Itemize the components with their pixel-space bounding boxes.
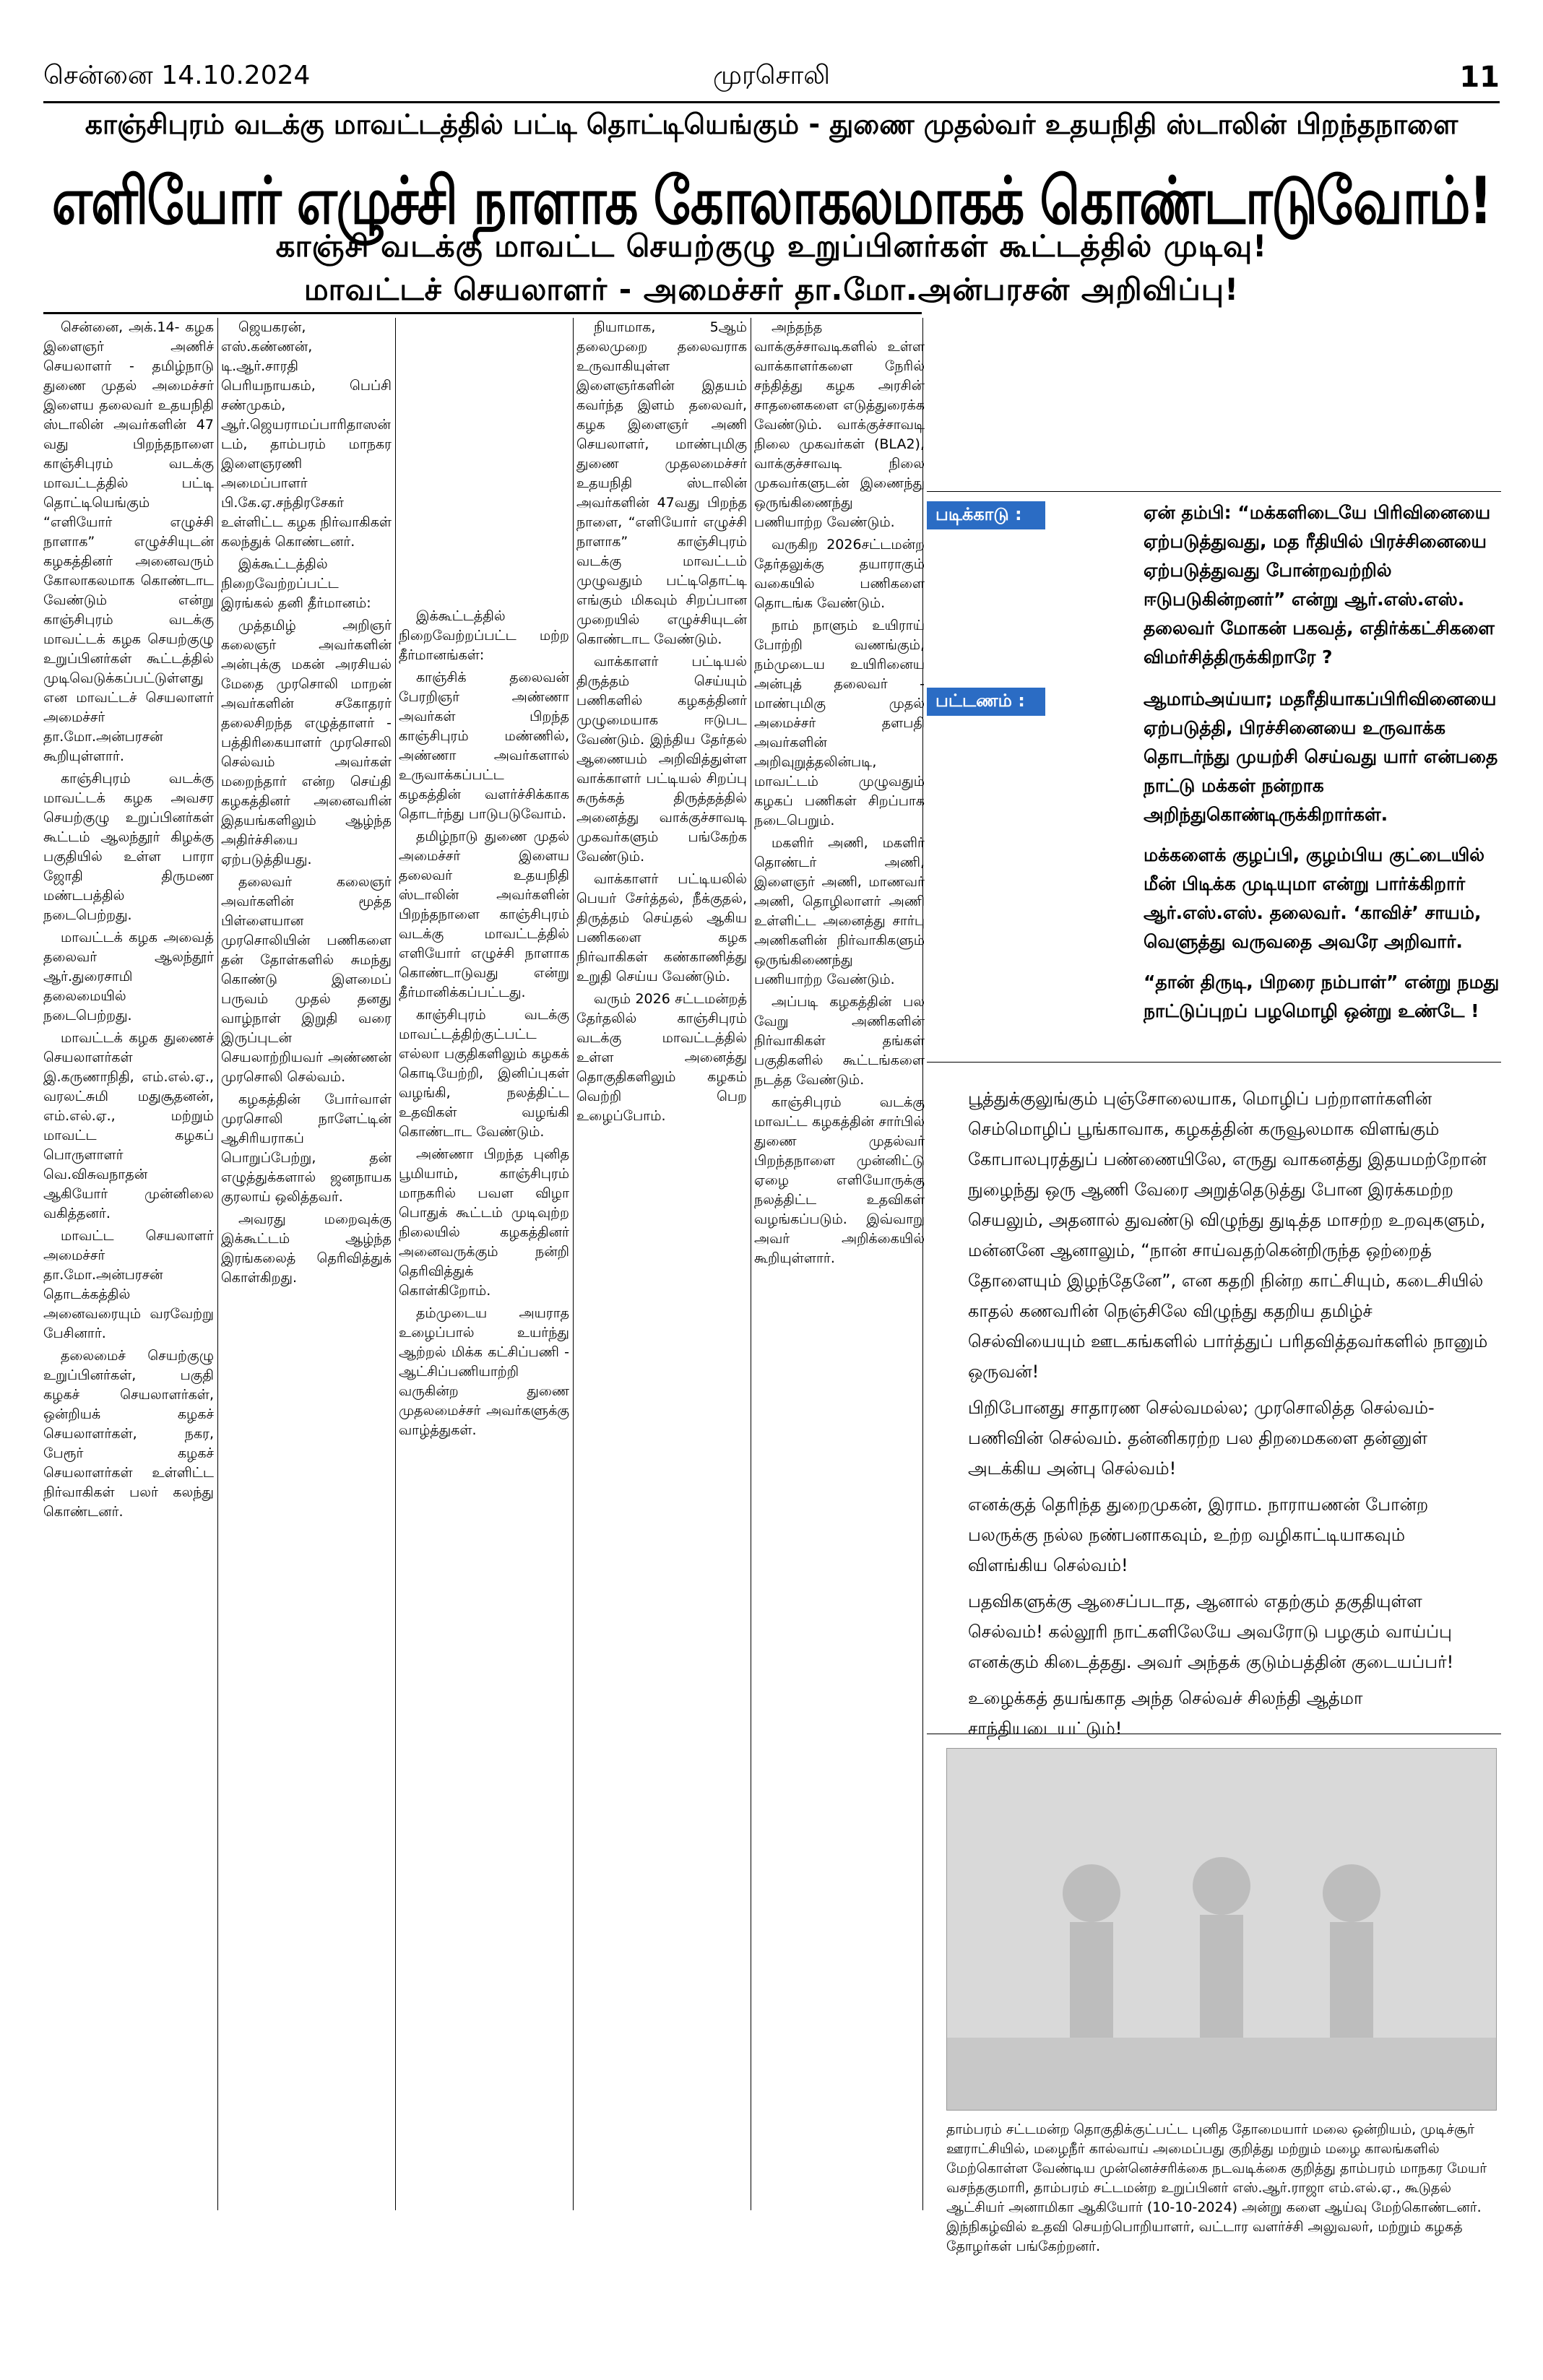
paragraph: இக்கூட்டத்தில் நிறைவேற்றப்பட்ட மற்ற தீர்மானங்கள்:: [399, 608, 569, 663]
photo-caption: தாம்பரம் சட்டமன்ற தொகுதிக்குட்பட்ட புனித தோமையார் மலை ஒன்றியம், முடிச்சூர் ஊராட்சியில், மழைநீர் கால்வாய் அமைப்பது குறித்து மற்றும் மழை காலங்களில் மேற்கொள்ள வேண்டிய முன்னெச்சரிக்கை நடவடிக்கை குறித்து தாம்பரம் மாநகர மேயர் வசந்தகுமாரி, தாம்பரம் சட்டமன்ற உறுப்பினர் எஸ்.ஆர்.ராஜா எம்.எல்.ஏ., கூடுதல் ஆட்சியர் அனாமிகா ஆகியோர் (10-10-2024) அன்று களை ஆய்வு மேற்கொண்டனர். இந்நிகழ்வில் உதவி செயற்பொறியாளர், வட்டார வளர்ச்சி அலுவலர், மற்றும் கழகத் தோழர்கள் பங்கேற்றனர்.: [946, 2121, 1487, 2254]
issue-date: சென்னை 14.10.2024: [43, 61, 311, 90]
paragraph: தலைமைச் செயற்குழு உறுப்பினர்கள், பகுதி கழகச் செயலாளர்கள், ஒன்றியக் கழகச் செயலாளர்கள், நகர, பேரூர் கழகச் செயலாளர்கள் உள்ளிட்ட நிர்வாகிகள் பலர் கலந்து கொண்டனர்.: [43, 1348, 214, 1520]
paragraph: முத்தமிழ் அறிஞர் கலைஞர் அவர்களின் அன்புக்கு மகன் அரசியல் மேதை முரசொலி மாறன் அவர்களின் சகோதரர் தலைசிறந்த எழுத்தாளர் - பத்திரிகையாளர் முரசொலி செல்வம் அவர்கள் மறைந்தார் என்ற செய்தி கழகத்தினர் அனைவரின் இதயங்களிலும் ஆழ்ந்த அதிர்ச்சியை ஏற்படுத்தியது.: [221, 618, 392, 867]
column-rule: [395, 318, 396, 2210]
paragraph: தமிழ்நாடு துணை முதல் அமைச்சர் இளைய தலைவர் உதயநிதி ஸ்டாலின் அவர்களின் பிறந்தநாளை காஞ்சிபுரம் வடக்கு மாவட்டத்தில் எளியோர் எழுச்சி நாளாக கொண்டாடுவது என்று தீர்மானிக்கப்பட்டது.: [399, 828, 569, 1000]
paragraph: மாவட்ட செயலாளர் அமைச்சர் தா.மோ.அன்பரசன் தொடக்கத்தில் அனைவரையும் வரவேற்று பேசினார்.: [43, 1228, 214, 1341]
sidebar-top-rule: [927, 491, 1501, 492]
paragraph: மாவட்டக் கழக அவைத் தலைவர் ஆலந்தூர் ஆர்.துரைசாமி தலைமையில் நடைபெற்றது.: [43, 930, 214, 1024]
paragraph: நியாமாக, 5ஆம் தலைமுறை தலைவராக உருவாகியுள்ள இளைஞர்களின் இதயம் கவர்ந்த இளம் தலைவர், கழக இளைஞர் அணி செயலாளர், மாண்புமிகு துணை முதலமைச்சர் உதயநிதி ஸ்டாலின் அவர்களின் 47வது பிறந்த நாளை, “எளியோர் எழுச்சி நாளாக” காஞ்சிபுரம் வடக்கு மாவட்டம் முழுவதும் பட்டிதொட்டி எங்கும் மிகவும் சிறப்பான முறையில் எழுச்சியுடன் கொண்டாட வேண்டும்.: [576, 319, 747, 647]
question-row: [927, 498, 1501, 672]
answer-paragraph: ஆமாம்அய்யா; மதரீதியாகப்பிரிவினையை ஏற்படுத்தி, பிரச்சினையை உருவாக்க தொடர்ந்து முயற்சி செய்வது யார் என்பதை நாட்டு மக்கள் நன்றாக அறிந்துகொண்டிருக்கிறார்கள்.: [1144, 688, 1498, 825]
paragraph: வாக்காளர் பட்டியல் திருத்தம் செய்யும் பணிகளில் கழகத்தினர் முழுமையாக ஈடுபட வேண்டும். இந்திய தேர்தல் ஆணையம் அறிவித்துள்ள வாக்காளர் பட்டியல் சிறப்பு சுருக்கத் திருத்தத்தில் அனைத்து வாக்குச்சாவடி முகவர்களும் பங்கேற்க வேண்டும்.: [576, 654, 747, 865]
page-number: 11: [1459, 61, 1500, 94]
sidebar-mid-rule: [927, 1062, 1501, 1063]
paragraph: மாவட்டக் கழக துணைச் செயலாளர்கள் இ.கருணாநிதி, எம்.எல்.ஏ., வரலட்சுமி மதுசூதனன், எம்.எல்.ஏ., மற்றும் மாவட்ட கழகப் பொருளாளர் வெ.விசுவநாதன் ஆகியோர் முன்னிலை வகித்தனர்.: [43, 1030, 214, 1221]
photo-placeholder-icon: [947, 1749, 1496, 2110]
paragraph: அப்படி கழகத்தின் பல வேறு அணிகளின் நிர்வாகிகள் தங்கள் பகுதிகளில் கூட்டங்களை நடத்த வேண்டும்.: [754, 994, 925, 1088]
tribute-paragraph: பதவிகளுக்கு ஆசைப்படாத, ஆனால் எதற்கும் தகுதியுள்ள செல்வம்! கல்லூரி நாட்களிலேயே அவரோடு பழகும் வாய்ப்பு எனக்கும் கிடைத்தது. அவர் அந்தக் குடும்பத்தின் குடையப்பர்!: [968, 1591, 1454, 1672]
paragraph: சென்னை, அக்.14- கழக இளைஞர் அணிச் செயலாளர் - தமிழ்நாடு துணை முதல் அமைச்சர் இளைய தலைவர் உதயநிதி ஸ்டாலின் அவர்களின் 47 வது பிறந்தநாளை காஞ்சிபுரம் வடக்கு மாவட்டத்தில் பட்டி தொட்டியெங்கும் “எளியோர் எழுச்சி நாளாக” எழுச்சியுடன் கழகத்தினர் அனைவரும் கோலாகலமாக கொண்டாட வேண்டும் என்று காஞ்சிபுரம் வடக்கு மாவட்டக் கழக செயற்குழு உறுப்பினர்கள் கூட்டத்தில் முடிவெடுக்கப்பட்டுள்ளது என மாவட்டச் செயலாளர் அமைச்சர் தா.மோ.அன்பரசன் கூறியுள்ளார்.: [43, 319, 214, 764]
news-photo: [946, 1748, 1497, 2111]
tribute-paragraph: பூத்துக்குலுங்கும் புஞ்சோலையாக, மொழிப் பற்றாளர்களின் செம்மொழிப் பூங்காவாக, கழகத்தின் கருவூலமாக விளங்கும் கோபாலபுரத்துப் பண்ணையிலே, எருது வாகனத்து இதயமற்றோன் நுழைந்து ஒரு ஆணி வேரை அறுத்தெடுத்து போன இரக்கமற்ற செயலும், அதனால் துவண்டு விழுந்து துடித்த மாசற்ற உறவுகளும், மன்னனே ஆனாலும், “நான் சாய்வதற்கென்றிருந்த ஒற்றைத் தோளையும் இழந்தேனே”, என கதறி நின்ற காட்சியும், கடைசியில் காதல் கணவரின் நெஞ்சிலே விழுந்து கதறிய தமிழ்ச் செல்வியையும் ஊடகங்களில் பார்த்துப் பரிதவித்தவர்களில் நானும் ஒருவன்!: [968, 1089, 1488, 1382]
paragraph: மகளிர் அணி, மகளிர் தொண்டர் அணி, இளைஞர் அணி, மாணவர் அணி, தொழிலாளர் அணி உள்ளிட்ட அனைத்து சார்பு அணிகளின் நிர்வாகிகளும் ஒருங்கிணைந்து பணியாற்ற வேண்டும்.: [754, 835, 925, 987]
article-subhead-2: மாவட்டச் செயலாளர் - அமைச்சர் தா.மோ.அன்பரசன் அறிவிப்பு!: [303, 272, 1240, 307]
article-body: [43, 318, 925, 2210]
paragraph: வருகிற 2026சட்டமன்ற தேர்தலுக்கு தயாராகும் வகையில் பணிகளை தொடங்க வேண்டும்.: [754, 537, 925, 611]
question-tag: படிக்காடு :: [927, 501, 1045, 529]
paragraph: நாம் நாளும் உயிராய் போற்றி வணங்கும், நம்முடைய உயிரினைய அன்புத் தலைவர் - மாண்புமிகு முதல் அமைச்சர் தளபதி அவர்களின் அறிவுறுத்தலின்படி, மாவட்டம் முழுவதும் கழகப் பணிகள் சிறப்பாக நடைபெறும்.: [754, 618, 925, 828]
article-headline: எளியோர் எழுச்சி நாளாக கோலாகலமாகக் கொண்டாடுவோம்!: [51, 163, 1492, 239]
article-column-3: [399, 607, 569, 2210]
answer-paragraph: “தான் திருடி, பிறரை நம்பாள்” என்று நமது நாட்டுப்புறப் பழமொழி ஒன்று உண்டே !: [1144, 972, 1500, 1021]
article-column-2: [221, 318, 392, 2210]
paragraph: அந்தந்த வாக்குச்சாவடிகளில் உள்ள வாக்காளர்களை நேரில் சந்தித்து கழக அரசின் சாதனைகளை எடுத்துரைக்க வேண்டும். வாக்குச்சாவடி நிலை முகவர்கள் (BLA2), வாக்குச்சாவடி நிலை முகவர்களுடன் இணைந்து ஒருங்கிணைந்து பணியாற்ற வேண்டும்.: [754, 319, 925, 530]
question-text: ஏன் தம்பி: “மக்களிடையே பிரிவினையை ஏற்படுத்துவது, மத ரீதியில் பிரச்சினையை ஏற்படுத்துவது போன்றவற்றில் ஈடுபடுகின்றனர்” என்று ஆர்.எஸ்.எஸ். தலைவர் மோகன் பகவத், எதிர்க்கட்சிகளை விமர்சித்திருக்கிறாரே ?: [1144, 502, 1495, 667]
paragraph: வரும் 2026 சட்டமன்றத் தேர்தலில் காஞ்சிபுரம் வடக்கு மாவட்டத்தில் உள்ள அனைத்து தொகுதிகளிலும் கழகம் வெற்றி பெற உழைப்போம்.: [576, 991, 747, 1124]
paragraph: அவரது மறைவுக்கு இக்கூட்டம் ஆழ்ந்த இரங்கலைத் தெரிவித்துக் கொள்கிறது.: [221, 1211, 392, 1286]
paragraph: தம்முடைய அயராத உழைப்பால் உயர்ந்து ஆற்றல் மிக்க கட்சிப்பணி - ஆட்சிப்பணியாற்றி வருகின்ற துணை முதலமைச்சர் அவர்களுக்கு வாழ்த்துகள்.: [399, 1305, 569, 1438]
article-column-4: [576, 318, 747, 2210]
tribute-paragraph: பிறிபோனது சாதாரண செல்வமல்ல; முரசொலித்த செல்வம்-பணிவின் செல்வம். தன்னிகரற்ற பல திறமைகளை தன்னுள் அடக்கிய அன்பு செல்வம்!: [968, 1398, 1435, 1479]
column-rule: [217, 318, 218, 2210]
paragraph: காஞ்சிக் தலைவன் பேரறிஞர் அண்ணா அவர்கள் பிறந்த காஞ்சிபுரம் மண்ணில், அண்ணா அவர்களால் உருவாக்கப்பட்ட கழகத்தின் வளர்ச்சிக்காக தொடர்ந்து பாடுபடுவோம்.: [399, 670, 569, 822]
paragraph: ஜெயகரன், எஸ்.கண்ணன், டி.ஆர்.சாரதி பெரியநாயகம், பெப்சி சண்முகம், ஆர்.ஜெயராமப்பாரிதாஸன் டம், தாம்பரம் மாநகர இளைஞரணி அமைப்பாளர் பி.கே.ஏ.சந்திரசேகர் உள்ளிட்ட கழக நிர்வாகிகள் கலந்துக் கொண்டனர்.: [221, 319, 392, 550]
paragraph: கழகத்தின் போர்வாள் முரசொலி நாளேட்டின் ஆசிரியராகப் பொறுப்பேற்று, தன் எழுத்துக்களால் ஜனநாயக குரலாய் ஒலித்தவர்.: [221, 1091, 392, 1205]
article-column-5: [754, 318, 925, 2210]
paragraph: வாக்காளர் பட்டியலில் பெயர் சேர்த்தல், நீக்குதல், திருத்தம் செய்தல் ஆகிய பணிகளை கழக நிர்வாகிகள் கண்காணித்து உறுதி செய்ய வேண்டும்.: [576, 871, 747, 985]
paragraph: காஞ்சிபுரம் வடக்கு மாவட்ட கழகத்தின் சார்பில் துணை முதல்வர் பிறந்தநாளை முன்னிட்டு ஏழை எளியோருக்கு நலத்திட்ட உதவிகள் வழங்கப்படும். இவ்வாறு அவர் அறிக்கையில் கூறியுள்ளார்.: [754, 1094, 925, 1266]
paragraph: காஞ்சிபுரம் வடக்கு மாவட்டத்திற்குட்பட்ட எல்லா பகுதிகளிலும் கழகக் கொடியேற்றி, இனிப்புகள் வழங்கி, நலத்திட்ட உதவிகள் வழங்கி கொண்டாட வேண்டும்.: [399, 1007, 569, 1140]
qa-box: [927, 498, 1501, 1021]
column-rule: [573, 318, 574, 2210]
article-column-1: [43, 318, 214, 2210]
answer-tag: பட்டணம் :: [927, 688, 1045, 716]
tribute-paragraph: உழைக்கத் தயங்காத அந்த செல்வச் சிலந்தி ஆத்மா சாந்தியடையட்டும்!: [968, 1688, 1363, 1739]
answer-row: [927, 685, 1501, 1026]
publication-name: முரசொலி: [713, 61, 830, 90]
tribute-paragraph: எனக்குத் தெரிந்த துறைமுகன், இராம. நாராயணன் போன்ற பலருக்கு நல்ல நண்பனாகவும், உற்ற வழிகாட்டியாகவும் விளங்கிய செல்வம்!: [968, 1494, 1429, 1575]
paragraph: அண்ணா பிறந்த புனித பூமியாம், காஞ்சிபுரம் மாநகரில் பவள விழா பொதுக் கூட்டம் முடிவுற்ற நிலையில் கழகத்தினர் அனைவருக்கும் நன்றி தெரிவித்துக் கொள்கிறோம்.: [399, 1146, 569, 1299]
header-rule: [43, 101, 1500, 103]
paragraph: தலைவர் கலைஞர் அவர்களின் மூத்த பிள்ளையான முரசொலியின் பணிகளை தன் தோள்களில் சுமந்து கொண்டு இளமைப் பருவம் முதல் தனது வாழ்நாள் இறுதி வரை இருப்புடன் செயலாற்றியவர் அண்ணன் முரசொலி செல்வம்.: [221, 874, 392, 1085]
article-kicker: காஞ்சிபுரம் வடக்கு மாவட்டத்தில் பட்டி தொட்டியெங்கும் - துணை முதல்வர் உதயநிதி ஸ்டாலின் பிறந்தநாளை: [85, 108, 1458, 140]
page-header: [43, 61, 1500, 104]
subhead-rule: [43, 312, 922, 314]
paragraph: காஞ்சிபுரம் வடக்கு மாவட்டக் கழக அவசர செயற்குழு உறுப்பினர்கள் கூட்டம் ஆலந்தூர் கிழக்கு பகுதியில் உள்ள பாரா ஜோதி திருமண மண்டபத்தில் நடைபெற்றது.: [43, 771, 214, 923]
answer-text: [1144, 685, 1501, 1026]
answer-paragraph: மக்களைக் குழப்பி, குழம்பிய குட்டையில் மீன் பிடிக்க முடியுமா என்று பார்க்கிறார் ஆர்.எஸ்.எஸ். தலைவர். ‘காவிச்’ சாயம், வெளுத்து வருவதை அவரே அறிவார்.: [1144, 844, 1484, 952]
paragraph: இக்கூட்டத்தில் நிறைவேற்றப்பட்ட இரங்கல் தனி தீர்மானம்:: [221, 556, 371, 611]
article-subhead-1: காஞ்சி வடக்கு மாவட்ட செயற்குழு உறுப்பினர்கள் கூட்டத்தில் முடிவு!: [275, 228, 1268, 264]
section-rule: [922, 318, 923, 2210]
